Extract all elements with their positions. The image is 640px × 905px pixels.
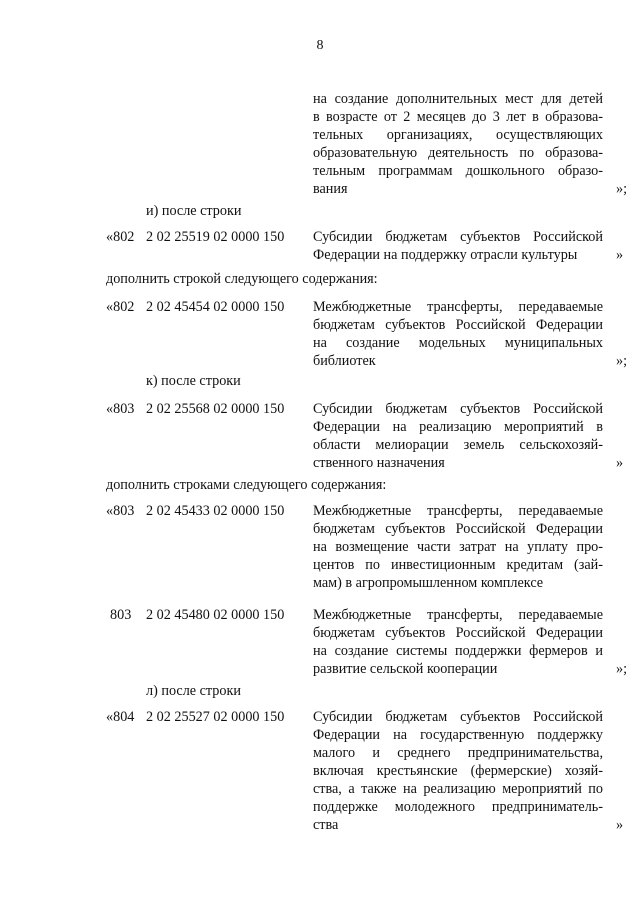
desc-line: Межбюджетные трансферты, передаваемые — [313, 503, 603, 519]
admin-code: 803 — [110, 607, 132, 623]
row-description — [313, 708, 603, 834]
row-description — [313, 228, 603, 264]
desc-line: бюджетам субъектов Российской Федерации — [313, 625, 603, 641]
desc-line: Федерации на реализацию мероприятий в — [313, 419, 603, 435]
desc-line: малого и среднего предпринимательства, — [313, 745, 603, 761]
budget-code: 2 02 45480 02 0000 150 — [146, 607, 285, 623]
instruction-i: и) после строки — [146, 203, 242, 219]
budget-code: 2 02 25568 02 0000 150 — [146, 401, 285, 417]
row-description — [313, 298, 603, 370]
desc-line: центов по инвестиционным кредитам (зай- — [313, 557, 603, 573]
admin-code: «802 — [106, 229, 135, 245]
desc-line: мам) в агропромышленном комплексе — [313, 575, 544, 591]
closing-quote: » — [616, 817, 624, 833]
budget-code: 2 02 25519 02 0000 150 — [146, 229, 285, 245]
instruction-l: л) после строки — [146, 683, 241, 699]
closing-quote: »; — [616, 181, 628, 197]
desc-line: Субсидии бюджетам субъектов Российской — [313, 401, 603, 417]
admin-code: «803 — [106, 503, 135, 519]
desc-line: ственного назначения — [313, 455, 445, 471]
desc-line: ства, а также на реализацию мероприятий по — [313, 781, 603, 797]
admin-code: «804 — [106, 709, 135, 725]
instruction-add-row: дополнить строкой следующего содержания: — [106, 271, 378, 287]
desc-line: Субсидии бюджетам субъектов Российской — [313, 229, 603, 245]
desc-line: тельных организациях, осуществляющих — [313, 127, 603, 143]
budget-code: 2 02 25527 02 0000 150 — [146, 709, 285, 725]
row-description — [313, 606, 603, 678]
desc-line: на создание модельных муниципальных — [313, 335, 603, 351]
admin-code: «803 — [106, 401, 135, 417]
desc-line: области мелиорации земель сельскохозяй- — [313, 437, 603, 453]
desc-line: библиотек — [313, 353, 376, 369]
desc-line: Межбюджетные трансферты, передаваемые — [313, 607, 603, 623]
desc-line: включая крестьянские (фермерские) хозяй- — [313, 763, 603, 779]
instruction-add-rows: дополнить строками следующего содержания: — [106, 477, 387, 493]
desc-line: в возрасте от 2 месяцев до 3 лет в образова- — [313, 109, 603, 125]
desc-line: развитие сельской кооперации — [313, 661, 498, 677]
page-number: 8 — [316, 38, 324, 53]
closing-quote: » — [616, 247, 624, 263]
admin-code: «802 — [106, 299, 135, 315]
desc-line: вания — [313, 181, 348, 197]
row-description — [313, 502, 603, 592]
desc-line: тельным программам дошкольного образо- — [313, 163, 603, 179]
closing-quote: » — [616, 455, 624, 471]
desc-line: Межбюджетные трансферты, передаваемые — [313, 299, 603, 315]
desc-line: Федерации на поддержку отрасли культуры — [313, 247, 578, 263]
desc-line: Федерации на государственную поддержку — [313, 727, 603, 743]
closing-quote: »; — [616, 353, 628, 369]
desc-line: на возмещение части затрат на уплату про- — [313, 539, 603, 555]
closing-quote: »; — [616, 661, 628, 677]
desc-line: поддержке молодежного предприниматель- — [313, 799, 603, 815]
desc-line: Субсидии бюджетам субъектов Российской — [313, 709, 603, 725]
desc-line: на создание дополнительных мест для детей — [313, 91, 603, 107]
budget-code: 2 02 45433 02 0000 150 — [146, 503, 285, 519]
desc-line: бюджетам субъектов Российской Федерации — [313, 521, 603, 537]
budget-code: 2 02 45454 02 0000 150 — [146, 299, 285, 315]
desc-line: бюджетам субъектов Российской Федерации — [313, 317, 603, 333]
desc-line: образовательную деятельность по образова- — [313, 145, 603, 161]
row-description — [313, 400, 603, 472]
row-description — [313, 90, 603, 198]
desc-line: на создание системы поддержки фермеров и — [313, 643, 603, 659]
desc-line: ства — [313, 817, 339, 833]
instruction-k: к) после строки — [146, 373, 241, 389]
